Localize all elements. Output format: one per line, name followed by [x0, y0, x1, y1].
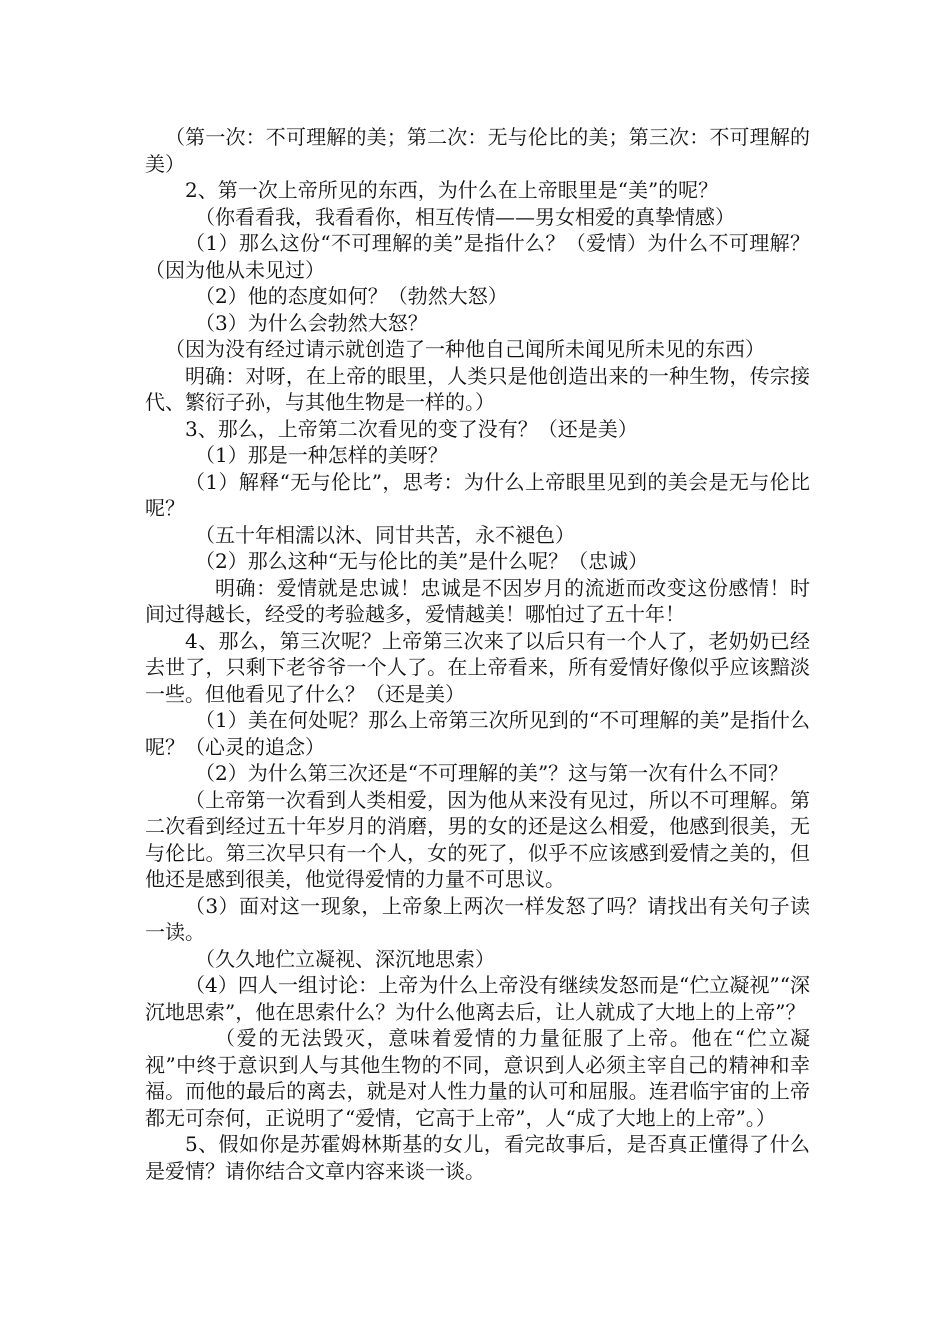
- paragraph: （你看看我，我看看你，相互传情——男女相爱的真挚情感）: [195, 204, 735, 229]
- paragraph: 明确：对呀，在上帝的眼里，人类只是他创造出来的一种生物，传宗接代、繁衍子孙，与其他生物是一样的。）: [145, 363, 810, 414]
- paragraph: （2）为什么第三次还是“不可理解的美”？这与第一次有什么不同？: [195, 761, 789, 785]
- paragraph: （3）面对这一现象，上帝象上两次一样发怒了吗？请找出有关句子读一读。: [145, 893, 810, 944]
- paragraph: （1）美在何处呢？那么上帝第三次所见到的“不可理解的美”是指什么呢？（心灵的追念）: [145, 708, 810, 759]
- paragraph: 5、假如你是苏霍姆林斯基的女儿，看完故事后，是否真正懂得了什么是爱情？请你结合文章内容来谈一谈。: [145, 1132, 810, 1183]
- paragraph: （3）为什么会勃然大怒？: [195, 310, 428, 335]
- paragraph: （五十年相濡以沐、同甘共苦，永不褪色）: [195, 522, 575, 547]
- paragraph: 明确：爱情就是忠诚！忠诚是不因岁月的流逝而改变这份感情！时间过得越长，经受的考验越多，爱情越美！哪怕过了五十年！: [145, 575, 810, 626]
- paragraph: （1）那是一种怎样的美呀？: [195, 443, 448, 467]
- paragraph: （2）他的态度如何？（勃然大怒）: [195, 284, 508, 308]
- paragraph: 4、那么，第三次呢？上帝第三次来了以后只有一个人了，老奶奶已经去世了，只剩下老爷爷一个人了。在上帝看来，所有爱情好像似乎应该黯淡一些。但他看见了什么？（还是美）: [145, 628, 810, 706]
- paragraph: （4）四人一组讨论：上帝为什么上帝没有继续发怒而是“伫立凝视”“深沉地思索”，他在思索什么？为什么他离去后，让人就成了大地上的上帝”？: [145, 973, 810, 1024]
- paragraph: （久久地伫立凝视、深沉地思索）: [195, 946, 495, 971]
- paragraph: （2）那么这种“无与伦比的美”是什么呢？（忠诚）: [195, 549, 649, 573]
- paragraph: （1）那么这份“不可理解的美”是指什么？（爱情）为什么不可理解？（因为他从未见过）: [145, 231, 810, 282]
- document-body: [145, 124, 810, 1184]
- paragraph: （第一次：不可理解的美；第二次：无与伦比的美；第三次：不可理解的美）: [145, 125, 810, 176]
- paragraph: 3、那么，上帝第二次看见的变了没有？（还是美）: [185, 416, 638, 441]
- paragraph: （因为没有经过请示就创造了一种他自己闻所未闻见所未见的东西）: [165, 337, 765, 361]
- paragraph: （爱的无法毁灭，意味着爱情的力量征服了上帝。他在“伫立凝视”中终于意识到人与其他生物的不同，意识到人必须主宰自己的精神和幸福。而他的最后的离去，就是对人性力量的认可和屈服。连君临宇宙的上帝都无可奈何，正说明了“爱情，它高于上帝”，人“成了大地上的上帝”。）: [145, 1026, 810, 1130]
- paragraph: 2、第一次上帝所见的东西，为什么在上帝眼里是“美”的呢？: [185, 178, 719, 202]
- paragraph: （上帝第一次看到人类相爱，因为他从来没有见过，所以不可理解。第二次看到经过五十年岁月的消磨，男的女的还是这么相爱，他感到很美，无与伦比。第三次早只有一个人，女的死了，似乎不应该感到爱情之美的，但他还是感到很美，他觉得爱情的力量不可思议。: [145, 787, 810, 891]
- paragraph: （1）解释“无与伦比”，思考：为什么上帝眼里见到的美会是无与伦比呢？: [145, 469, 810, 520]
